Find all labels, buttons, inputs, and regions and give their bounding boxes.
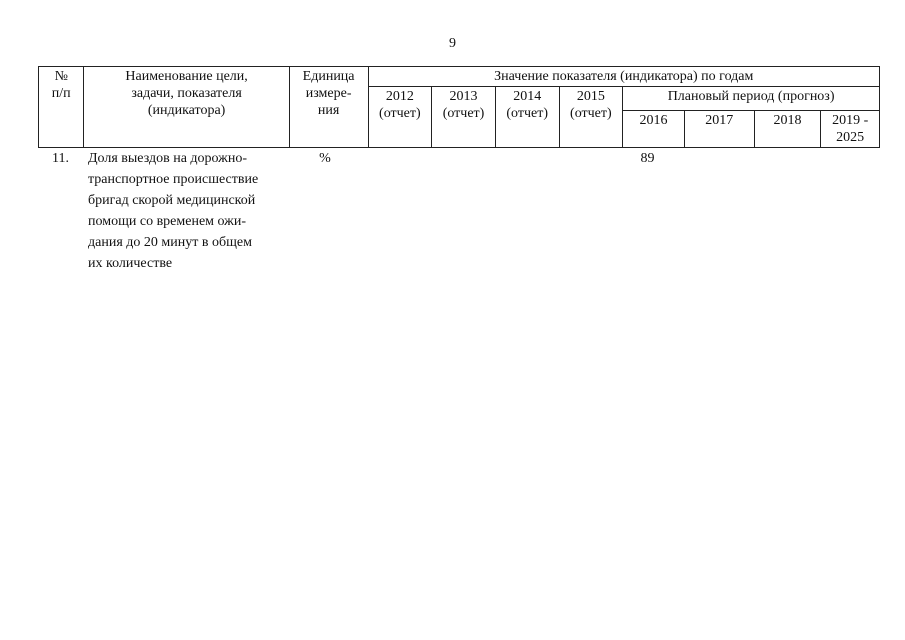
header-year-2019-2025: 2019 - 2025 (821, 111, 880, 148)
header-year-2016: 2016 (623, 111, 685, 148)
header-year-2012: 2012 (отчет) (368, 87, 432, 148)
header-num: № п/п (39, 67, 84, 148)
header-year-2014: 2014 (отчет) (495, 87, 559, 148)
header-year-2015: 2015 (отчет) (559, 87, 623, 148)
header-values-group: Значение показателя (индикатора) по годам (368, 67, 879, 87)
indicator-name: Доля выездов на дорожно- транспортное происшествие бригад скорой медицинской помощи со временем ожи- дания до 20 минут в общем их количестве (88, 151, 259, 271)
header-year-2013: 2013 (отчет) (432, 87, 496, 148)
header-name: Наименование цели, задачи, показателя (индикатора) (84, 67, 289, 148)
page-number: 9 (449, 36, 456, 51)
header-year-2018: 2018 (754, 111, 821, 148)
header-year-2017: 2017 (684, 111, 754, 148)
indicator-table-header (38, 66, 880, 148)
row-number: 11. (52, 151, 69, 166)
indicator-value-2016: 89 (640, 151, 655, 166)
header-plan-group: Плановый период (прогноз) (623, 87, 880, 111)
header-unit: Единица измере- ния (289, 67, 368, 148)
unit-value: % (319, 151, 331, 166)
